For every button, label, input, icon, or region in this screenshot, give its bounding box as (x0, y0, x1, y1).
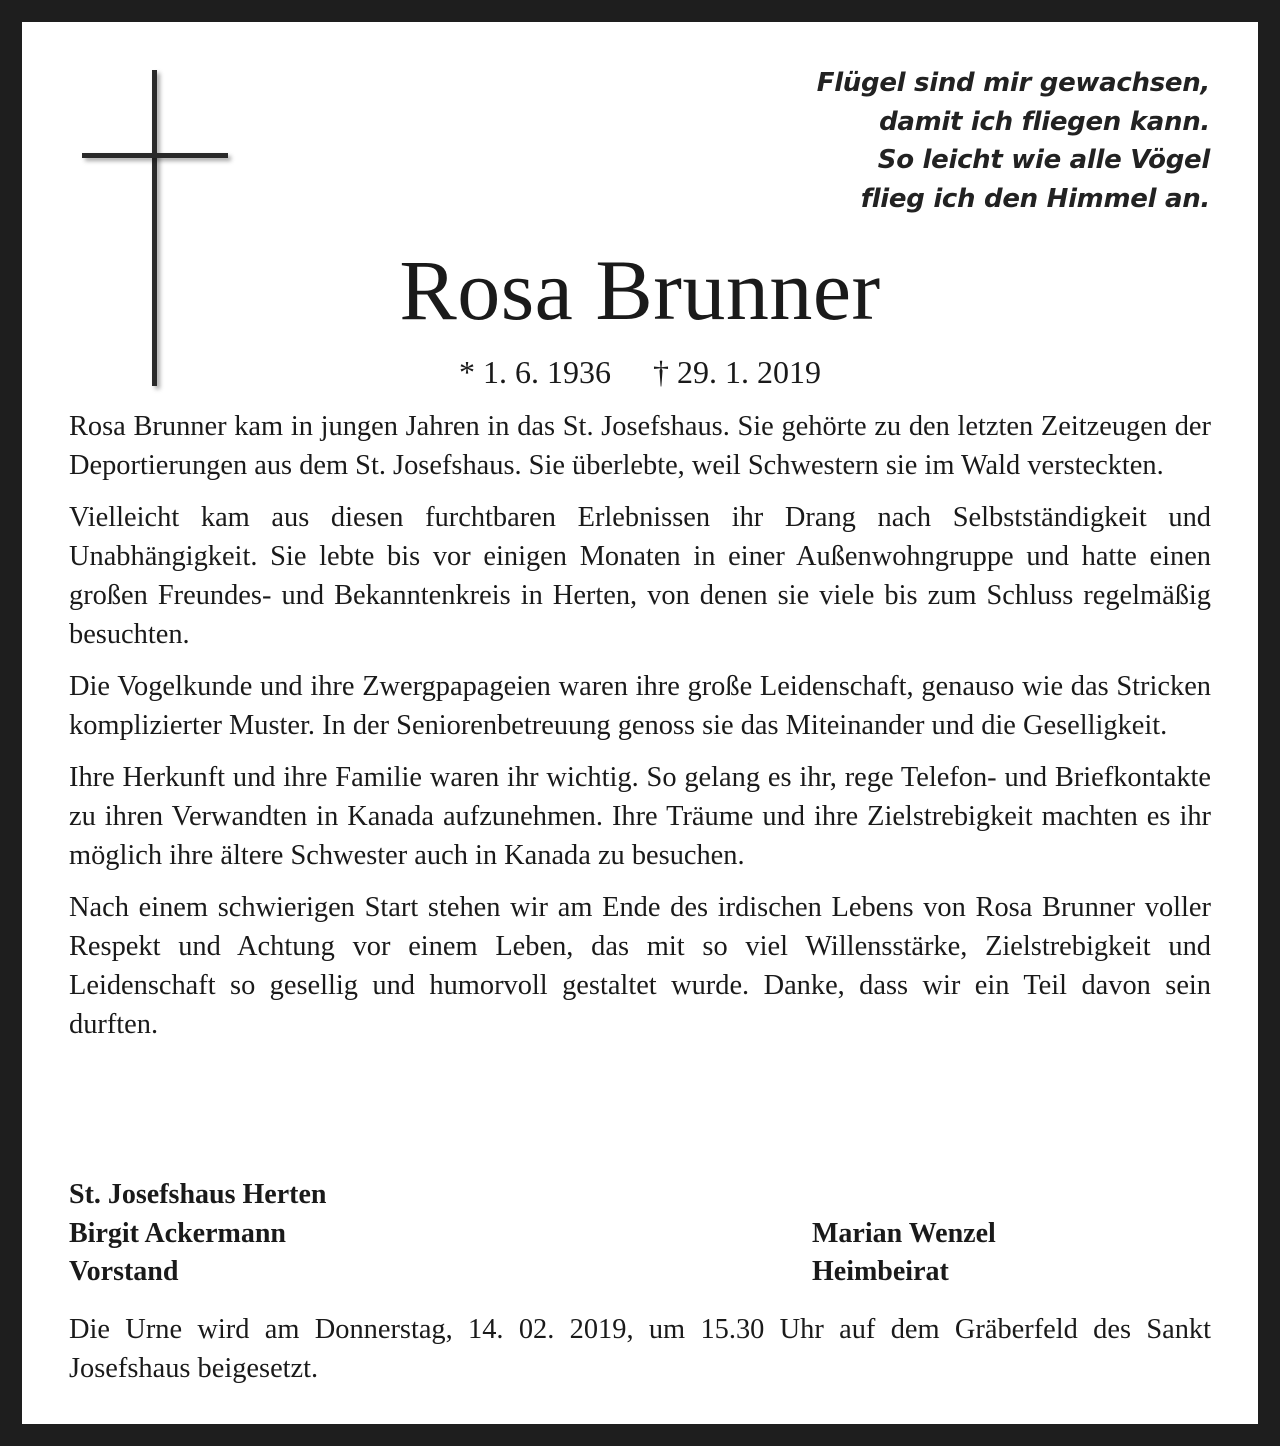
institution-name: St. Josefshaus Herten (69, 1179, 327, 1210)
life-dates (22, 352, 1258, 392)
paragraph: Nach einem schwierigen Start stehen wir am Ende des irdischen Lebens von Rosa Brunner voller Respekt und Achtung vor einem Leben, das mit so viel Willensstärke, Zielstrebigkeit und Leidenschaft so gesellig und humorvoll gestaltet wurde. Danke, dass wir ein Teil davon sein durften. (69, 892, 1211, 1040)
paragraph: Ihre Herkunft und ihre Familie waren ihr wichtig. So gelang es ihr, rege Telefon- und Briefkontakte zu ihren Verwandten in Kanada aufzunehmen. Ihre Träume und ihre Zielstrebigkeit machten es ihr möglich ihre ältere Schwester auch in Kanada zu besuchen. (69, 762, 1211, 871)
birth-date: * 1. 6. 1936 (459, 354, 611, 390)
obituary-notice (22, 22, 1258, 1424)
closing-text: Die Urne wird am Donnerstag, 14. 02. 2019, um 15.30 Uhr auf dem Gräberfeld des Sankt Josefshaus beigesetzt. (69, 1314, 1211, 1384)
paragraph: Vielleicht kam aus diesen furchtbaren Erlebnissen ihr Drang nach Selbstständigkeit und Unabhängigkeit. Sie lebte bis vor einigen Monaten in einer Außenwohngruppe und hatte einen großen Freundes- und Bekanntenkreis in Herten, von denen sie viele bis zum Schluss regelmäßig besuchten. (69, 502, 1211, 650)
signer-right-name: Marian Wenzel (812, 1217, 996, 1249)
poem-line: So leicht wie alle Vögel (877, 145, 1210, 175)
poem-line: Flügel sind mir gewachsen, (816, 68, 1210, 98)
obituary-text (69, 407, 1211, 1057)
signer-right-role: Heimbeirat (812, 1256, 949, 1287)
signer-left-role: Vorstand (69, 1256, 179, 1287)
signature-block (69, 1176, 1211, 1292)
signer-left-name: Birgit Ackermann (69, 1217, 286, 1249)
poem (817, 64, 1210, 218)
deceased-name: Rosa Brunner (399, 242, 881, 338)
burial-announcement (69, 1310, 1211, 1388)
paragraph: Rosa Brunner kam in jungen Jahren in das St. Josefshaus. Sie gehörte zu den letzten Zeitzeugen der Deportierungen aus dem St. Josefshaus. Sie überlebte, weil Schwestern sie im Wald versteckten. (69, 411, 1211, 481)
poem-line: flieg ich den Himmel an. (860, 183, 1210, 214)
death-date: † 29. 1. 2019 (653, 354, 821, 390)
poem-line: damit ich fliegen kann. (879, 106, 1210, 137)
paragraph: Die Vogelkunde und ihre Zwergpapageien waren ihre große Leidenschaft, genauso wie das Stricken komplizierter Muster. In der Seniorenbetreuung genoss sie das Miteinander und die Geselligkeit. (69, 671, 1211, 741)
